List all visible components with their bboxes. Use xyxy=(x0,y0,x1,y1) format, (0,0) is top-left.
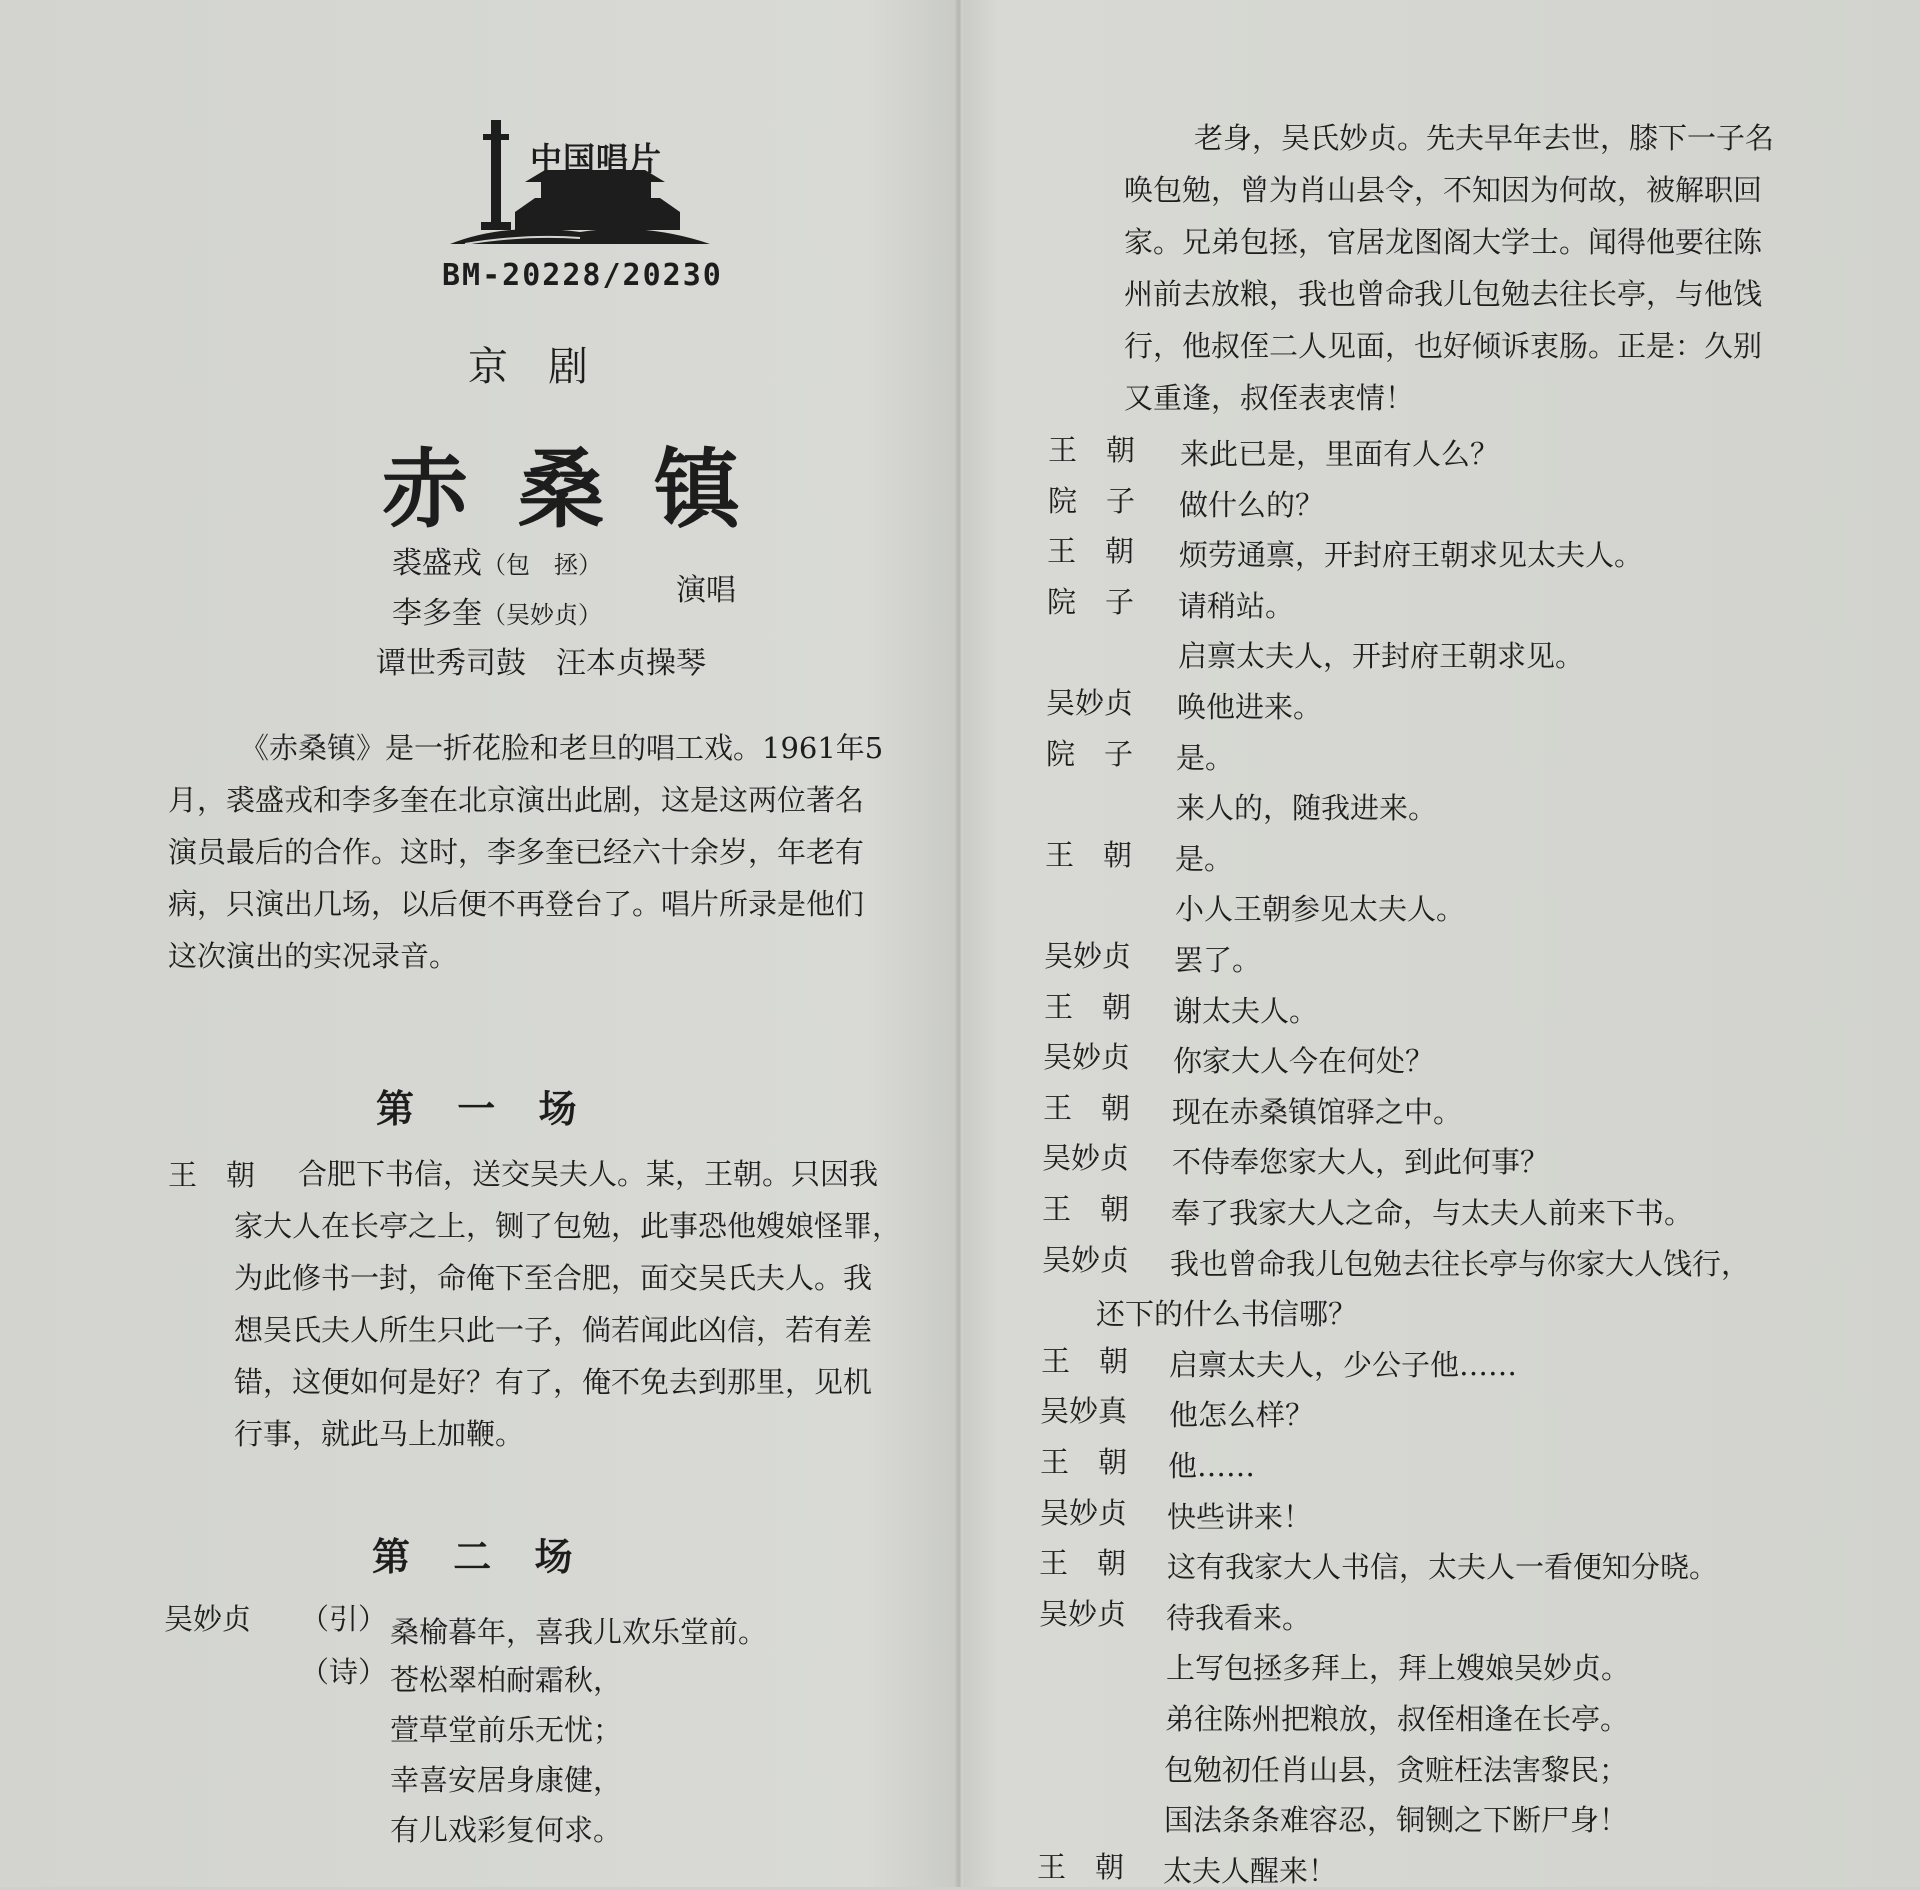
speaker: 王 朝 xyxy=(1047,534,1135,568)
intro-line: 这次演出的实况录音。 xyxy=(168,939,459,973)
speaker: 王 朝 xyxy=(1037,1850,1125,1884)
speaker: 院 子 xyxy=(1046,737,1134,771)
dialogue-line: 他…… xyxy=(1168,1449,1256,1483)
shi-label: （诗） xyxy=(300,1655,388,1689)
speaker: 吴妙贞 xyxy=(164,1602,252,1636)
dialogue-line: 上写包拯多拜上，拜上嫂娘吴妙贞。 xyxy=(1166,1651,1631,1685)
speaker: 王 朝 xyxy=(1043,1091,1131,1125)
speaker: 王 朝 xyxy=(1039,1546,1127,1580)
monologue-line: 又重逢，叔侄表衷情！ xyxy=(1124,381,1415,415)
dialogue-line: 错，这便如何是好？有了，俺不免去到那里，见机 xyxy=(234,1365,873,1399)
dialogue-line: 做什么的？ xyxy=(1179,488,1325,522)
dialogue-line: 唤他进来。 xyxy=(1177,690,1323,724)
dialogue-line: 奉了我家大人之命，与太夫人前来下书。 xyxy=(1171,1196,1694,1230)
dialogue-line: 行事，就此马上加鞭。 xyxy=(234,1417,525,1451)
accompaniment-credit: 谭世秀司鼓 汪本贞操琴 xyxy=(376,646,706,681)
monologue-line: 唤包勉，曾为肖山县令，不知因为何故，被解职回 xyxy=(1124,173,1763,207)
dialogue-line: 不侍奉您家大人，到此何事？ xyxy=(1172,1145,1550,1179)
intro-line: 演员最后的合作。这时，李多奎已经六十余岁，年老有 xyxy=(168,835,865,869)
yin-label: （引） xyxy=(300,1602,388,1636)
monologue-line: 老身，吴氏妙贞。先夫早年去世，膝下一子名 xyxy=(1194,121,1775,155)
monologue-line: 行，他叔侄二人见面，也好倾诉衷肠。正是：久别 xyxy=(1124,329,1763,363)
speaker: 王 朝 xyxy=(1048,433,1136,467)
speaker: 吴妙贞 xyxy=(1044,939,1132,973)
dialogue-line: 包勉初任肖山县，贪赃枉法害黎民； xyxy=(1164,1753,1629,1787)
yin-text: 桑榆暮年，喜我儿欢乐堂前。 xyxy=(390,1615,768,1649)
speaker: 王 朝 xyxy=(1040,1445,1128,1479)
dialogue-line: 谢太夫人。 xyxy=(1173,994,1319,1028)
dialogue-line: 你家大人今在何处？ xyxy=(1173,1044,1435,1078)
dialogue-line: 来此已是，里面有人么？ xyxy=(1180,437,1500,471)
singer-2-role: （吴妙贞） xyxy=(482,601,602,629)
singer-2-name: 李多奎 xyxy=(392,596,482,631)
speaker: 吴妙贞 xyxy=(1040,1496,1128,1530)
opera-title: 赤桑镇 xyxy=(382,440,790,540)
speaker: 吴妙贞 xyxy=(1042,1243,1130,1277)
speaker: 院 子 xyxy=(1047,585,1135,619)
monologue-line: 州前去放粮，我也曾命我儿包勉去往长亭，与他饯 xyxy=(1124,277,1763,311)
singer-1-role: （包 拯） xyxy=(482,551,602,579)
dialogue-line: 待我看来。 xyxy=(1166,1601,1312,1635)
dialogue-line: 弟往陈州把粮放，叔侄相逢在长亭。 xyxy=(1165,1702,1630,1736)
tiananmen-logo xyxy=(445,112,715,252)
genre-label: 京 剧 xyxy=(468,344,588,390)
dialogue-line: 烦劳通禀，开封府王朝求见太夫人。 xyxy=(1179,538,1644,572)
intro-line: 《赤桑镇》是一折花脸和老旦的唱工戏。1961年5 xyxy=(240,731,884,765)
scene-1-heading: 第 一 场 xyxy=(376,1087,577,1131)
intro-line: 月，裘盛戎和李多奎在北京演出此剧，这是这两位著名 xyxy=(168,783,865,817)
speaker: 院 子 xyxy=(1048,484,1136,518)
dialogue-line: 现在赤桑镇馆驿之中。 xyxy=(1172,1095,1463,1129)
speaker: 王 朝 xyxy=(1042,1192,1130,1226)
dialogue-line: 国法条条难容忍，铜铡之下断尸身！ xyxy=(1164,1803,1629,1837)
speaker: 吴妙贞 xyxy=(1043,1040,1131,1074)
dialogue-line: 他怎么样？ xyxy=(1169,1398,1315,1432)
speaker: 吴妙贞 xyxy=(1042,1141,1130,1175)
dialogue-line: 为此修书一封，命俺下至合肥，面交吴氏夫人。我 xyxy=(234,1261,873,1295)
singer-1 xyxy=(392,538,602,582)
singer-1-name: 裘盛戎 xyxy=(392,546,482,581)
dialogue-line: 启禀太夫人，开封府王朝求见。 xyxy=(1178,639,1585,673)
brand-label: 中国唱片 xyxy=(530,140,663,178)
dialogue-line: 太夫人醒来！ xyxy=(1163,1854,1338,1888)
speaker: 王 朝 xyxy=(1041,1344,1129,1378)
speaker: 吴妙贞 xyxy=(1039,1597,1127,1631)
dialogue-line: 快些讲来！ xyxy=(1167,1500,1313,1534)
poem-line: 有儿戏彩复何求。 xyxy=(390,1813,623,1847)
page-fold xyxy=(955,0,963,1887)
speaker: 王 朝 xyxy=(1045,838,1133,872)
dialogue-line: 来人的，随我进来。 xyxy=(1176,791,1438,825)
dialogue-line: 还下的什么书信哪？ xyxy=(1096,1297,1358,1331)
monologue-line: 家。兄弟包拯，官居龙图阁大学士。闻得他要往陈 xyxy=(1124,225,1763,259)
speaker: 王 朝 xyxy=(1044,990,1132,1024)
dialogue-line: 是。 xyxy=(1175,842,1234,876)
dialogue-line: 请稍站。 xyxy=(1178,589,1295,623)
speaker: 王 朝 xyxy=(168,1158,256,1192)
speaker: 吴妙真 xyxy=(1040,1394,1128,1428)
poem-line: 幸喜安居身康健， xyxy=(390,1763,623,1797)
dialogue-line: 我也曾命我儿包勉去往长亭与你家大人饯行， xyxy=(1170,1247,1751,1281)
dialogue-line: 想吴氏夫人所生只此一子，倘若闻此凶信，若有差 xyxy=(234,1313,873,1347)
dialogue-line: 合肥下书信，送交吴夫人。某，王朝。只因我 xyxy=(298,1157,879,1191)
dialogue-line: 启禀太夫人，少公子他…… xyxy=(1169,1348,1518,1382)
poem-line: 萱草堂前乐无忧； xyxy=(390,1713,623,1747)
poem-line: 苍松翠柏耐霜秋， xyxy=(390,1663,623,1697)
dialogue-line: 家大人在长亭之上，铡了包勉，此事恐他嫂娘怪罪， xyxy=(234,1209,902,1243)
singer-2 xyxy=(392,588,602,632)
catalog-number: BM-20228/20230 xyxy=(442,258,723,293)
dialogue-line: 罢了。 xyxy=(1174,943,1262,977)
dialogue-line: 是。 xyxy=(1176,741,1235,775)
dialogue-line: 小人王朝参见太夫人。 xyxy=(1175,892,1466,926)
sing-label: 演唱 xyxy=(676,573,736,608)
speaker: 吴妙贞 xyxy=(1046,686,1134,720)
dialogue-line: 这有我家大人书信，太夫人一看便知分晓。 xyxy=(1167,1550,1719,1584)
intro-line: 病，只演出几场，以后便不再登台了。唱片所录是他们 xyxy=(168,887,865,921)
scene-2-heading: 第 二 场 xyxy=(372,1535,573,1579)
